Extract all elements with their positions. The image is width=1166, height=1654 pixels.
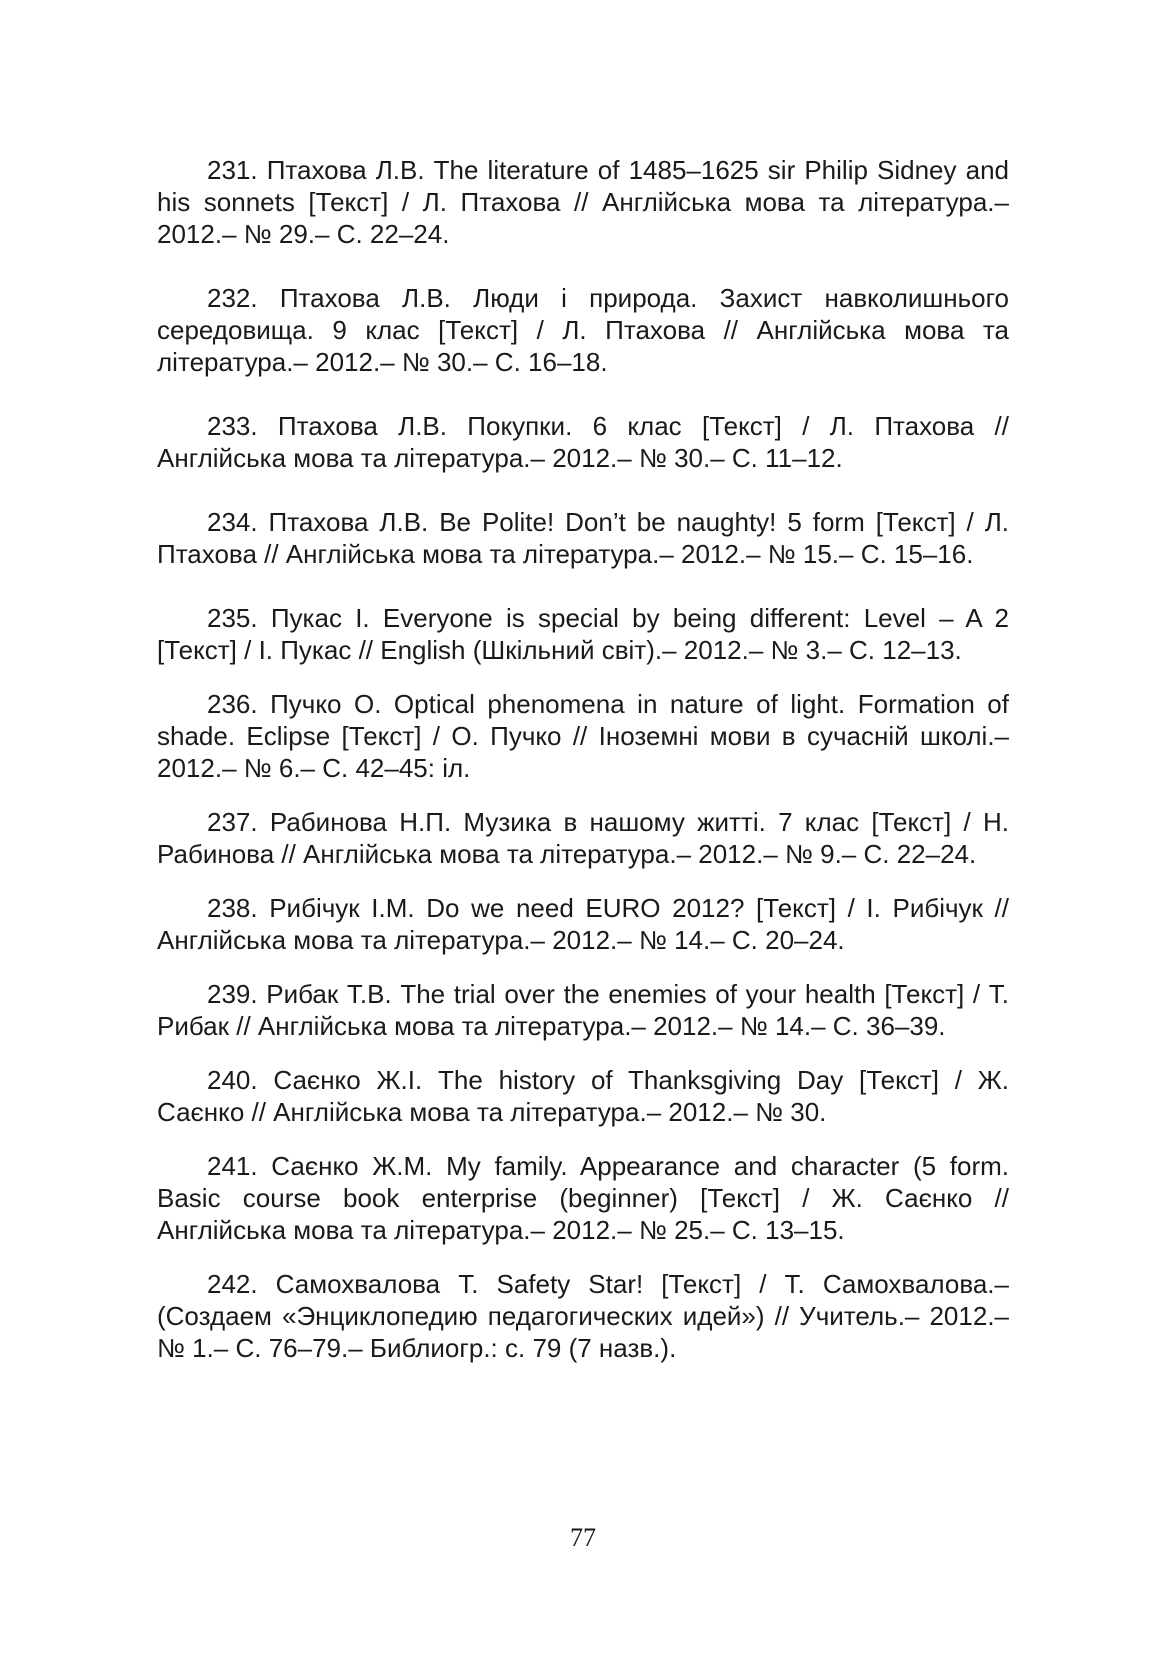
bibliography-entry: 235. Пукас І. Everyone is special by being different: Level – A 2 [Текст] / І. Пукас // English (Шкільний світ).– 2012.– № 3.– С. 12–13.	[157, 603, 1009, 665]
bibliography-entry: 240. Саєнко Ж.І. The history of Thanksgiving Day [Текст] / Ж. Саєнко // Англійська мова та література.– 2012.– № 30.	[157, 1065, 1009, 1127]
bibliography-entry: 236. Пучко О. Optical phenomena in nature of light. Formation of shade. Eclipse [Текст] / О. Пучко // Іноземні мови в сучасній школі.– 2012.– № 6.– С. 42–45: іл.	[157, 689, 1009, 783]
bibliography-entry: 231. Птахова Л.В. The literature of 1485–1625 sir Philip Sidney and his sonnets [Текст] / Л. Птахова // Англійська мова та література.– 2012.– № 29.– С. 22–24.	[157, 155, 1009, 249]
bibliography-entry: 239. Рибак Т.В. The trial over the enemies of your health [Текст] / Т. Рибак // Англійська мова та література.– 2012.– № 14.– С. 36–39.	[157, 979, 1009, 1041]
bibliography-entry: 234. Птахова Л.В. Be Polite! Don’t be naughty! 5 form [Текст] / Л. Птахова // Англійська мова та література.– 2012.– № 15.– С. 15–16.	[157, 507, 1009, 569]
bibliography-entry: 232. Птахова Л.В. Люди і природа. Захист навколишнього середовища. 9 клас [Текст] / Л. Птахова // Англійська мова та література.– 2012.– № 30.– С. 16–18.	[157, 283, 1009, 377]
bibliography-entry: 237. Рабинова Н.П. Музика в нашому житті. 7 клас [Текст] / Н. Рабинова // Англійська мова та література.– 2012.– № 9.– С. 22–24.	[157, 807, 1009, 869]
bibliography-entry: 241. Саєнко Ж.М. My family. Appearance and character (5 form. Basic course book enterprise (beginner) [Текст] / Ж. Саєнко // Англійська мова та література.– 2012.– № 25.– С. 13–15.	[157, 1151, 1009, 1245]
bibliography-list	[157, 154, 1009, 1364]
page-number: 77	[570, 1523, 596, 1552]
bibliography-entry: 242. Самохвалова Т. Safety Star! [Текст] / Т. Самохвалова.– (Создаем «Энциклопедию педагогических идей») // Учитель.– 2012.– № 1.– С. 76–79.– Библиогр.: с. 79 (7 назв.).	[157, 1269, 1009, 1363]
bibliography-entry: 233. Птахова Л.В. Покупки. 6 клас [Текст] / Л. Птахова // Англійська мова та література.– 2012.– № 30.– С. 11–12.	[157, 411, 1009, 473]
bibliography-entry: 238. Рибічук І.М. Do we need EURO 2012? [Текст] / І. Рибічук // Англійська мова та література.– 2012.– № 14.– С. 20–24.	[157, 893, 1009, 955]
